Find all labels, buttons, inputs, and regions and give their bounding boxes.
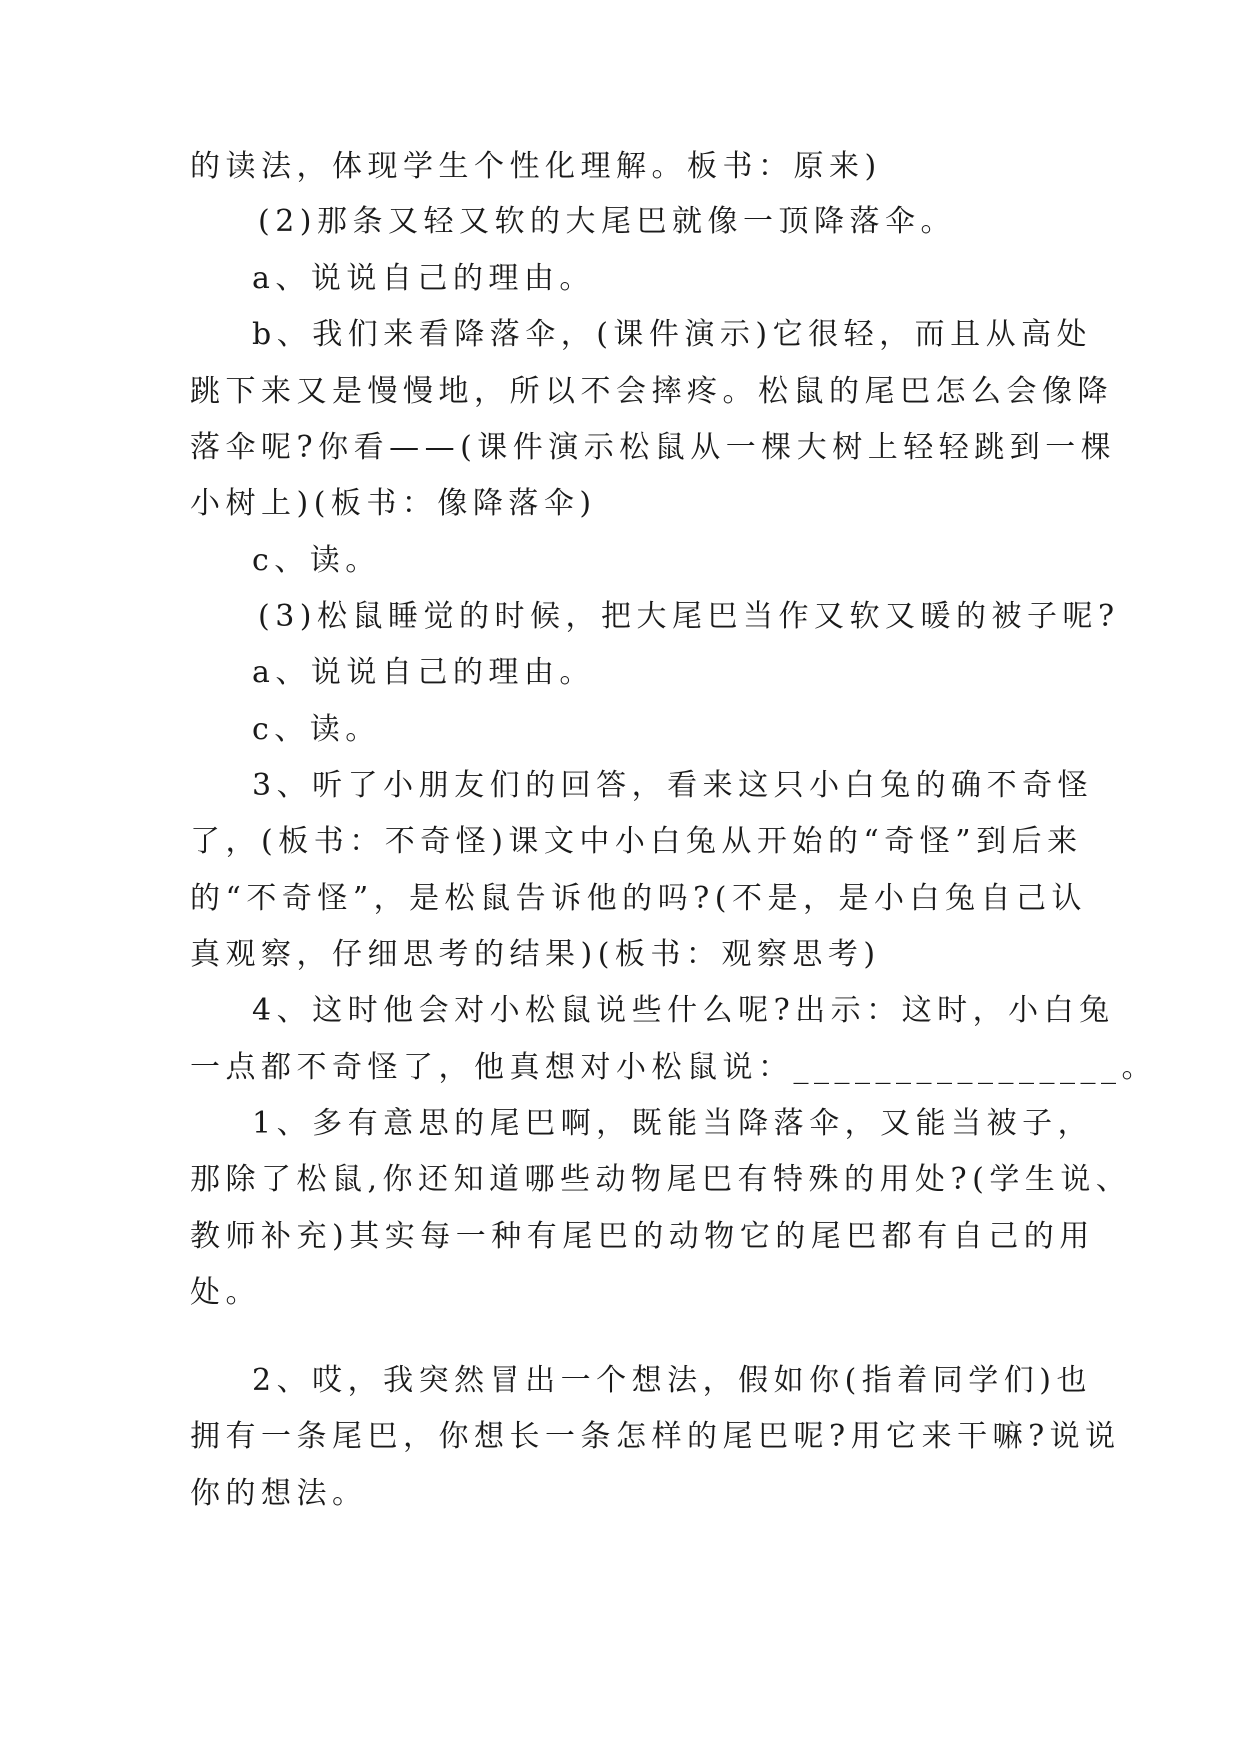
text-line: b、我们来看降落伞，(课件演示)它很轻，而且从高处 [252, 317, 1093, 352]
text-line: (3)松鼠睡觉的时候，把大尾巴当作又软又暖的被子呢? [258, 599, 1120, 634]
text-line: 落伞呢?你看——(课件演示松鼠从一棵大树上轻轻跳到一棵 [190, 430, 1117, 465]
text-line: 3、听了小朋友们的回答，看来这只小白兔的确不奇怪 [252, 768, 1094, 803]
text-line: 拥有一条尾巴，你想长一条怎样的尾巴呢?用它来干嘛?说说 [190, 1419, 1121, 1454]
text-line: 真观察，仔细思考的结果)(板书：观察思考) [190, 937, 881, 972]
text-line: 小树上)(板书：像降落伞) [190, 486, 597, 521]
text-line: 的读法，体现学生个性化理解。板书：原来) [190, 149, 882, 184]
text-line: c、读。 [252, 712, 381, 747]
text-line: 处。 [190, 1275, 261, 1310]
text-line: 2、哎，我突然冒出一个想法，假如你(指着同学们)也 [252, 1363, 1092, 1398]
text-line: 4、这时他会对小松鼠说些什么呢?出示：这时，小白兔 [252, 993, 1115, 1028]
text-line: 一点都不奇怪了，他真想对小松鼠说：________________。 [190, 1050, 1157, 1085]
text-line: 了，(板书：不奇怪)课文中小白兔从开始的“奇怪”到后来 [190, 824, 1083, 859]
text-line: a、说说自己的理由。 [252, 655, 595, 690]
text-line: 那除了松鼠,你还知道哪些动物尾巴有特殊的用处?(学生说、 [190, 1162, 1132, 1197]
text-line: (2)那条又轻又软的大尾巴就像一顶降落伞。 [258, 204, 956, 239]
text-line: a、说说自己的理由。 [252, 261, 595, 296]
text-line: c、读。 [252, 543, 381, 578]
text-line: 你的想法。 [190, 1476, 368, 1511]
text-line: 1、多有意思的尾巴啊，既能当降落伞，又能当被子， [252, 1106, 1094, 1141]
text-line: 跳下来又是慢慢地，所以不会摔疼。松鼠的尾巴怎么会像降 [190, 374, 1113, 409]
text-line: 教师补充)其实每一种有尾巴的动物它的尾巴都有自己的用 [190, 1219, 1095, 1254]
text-line: 的“不奇怪”，是松鼠告诉他的吗?(不是，是小白兔自己认 [190, 881, 1087, 916]
